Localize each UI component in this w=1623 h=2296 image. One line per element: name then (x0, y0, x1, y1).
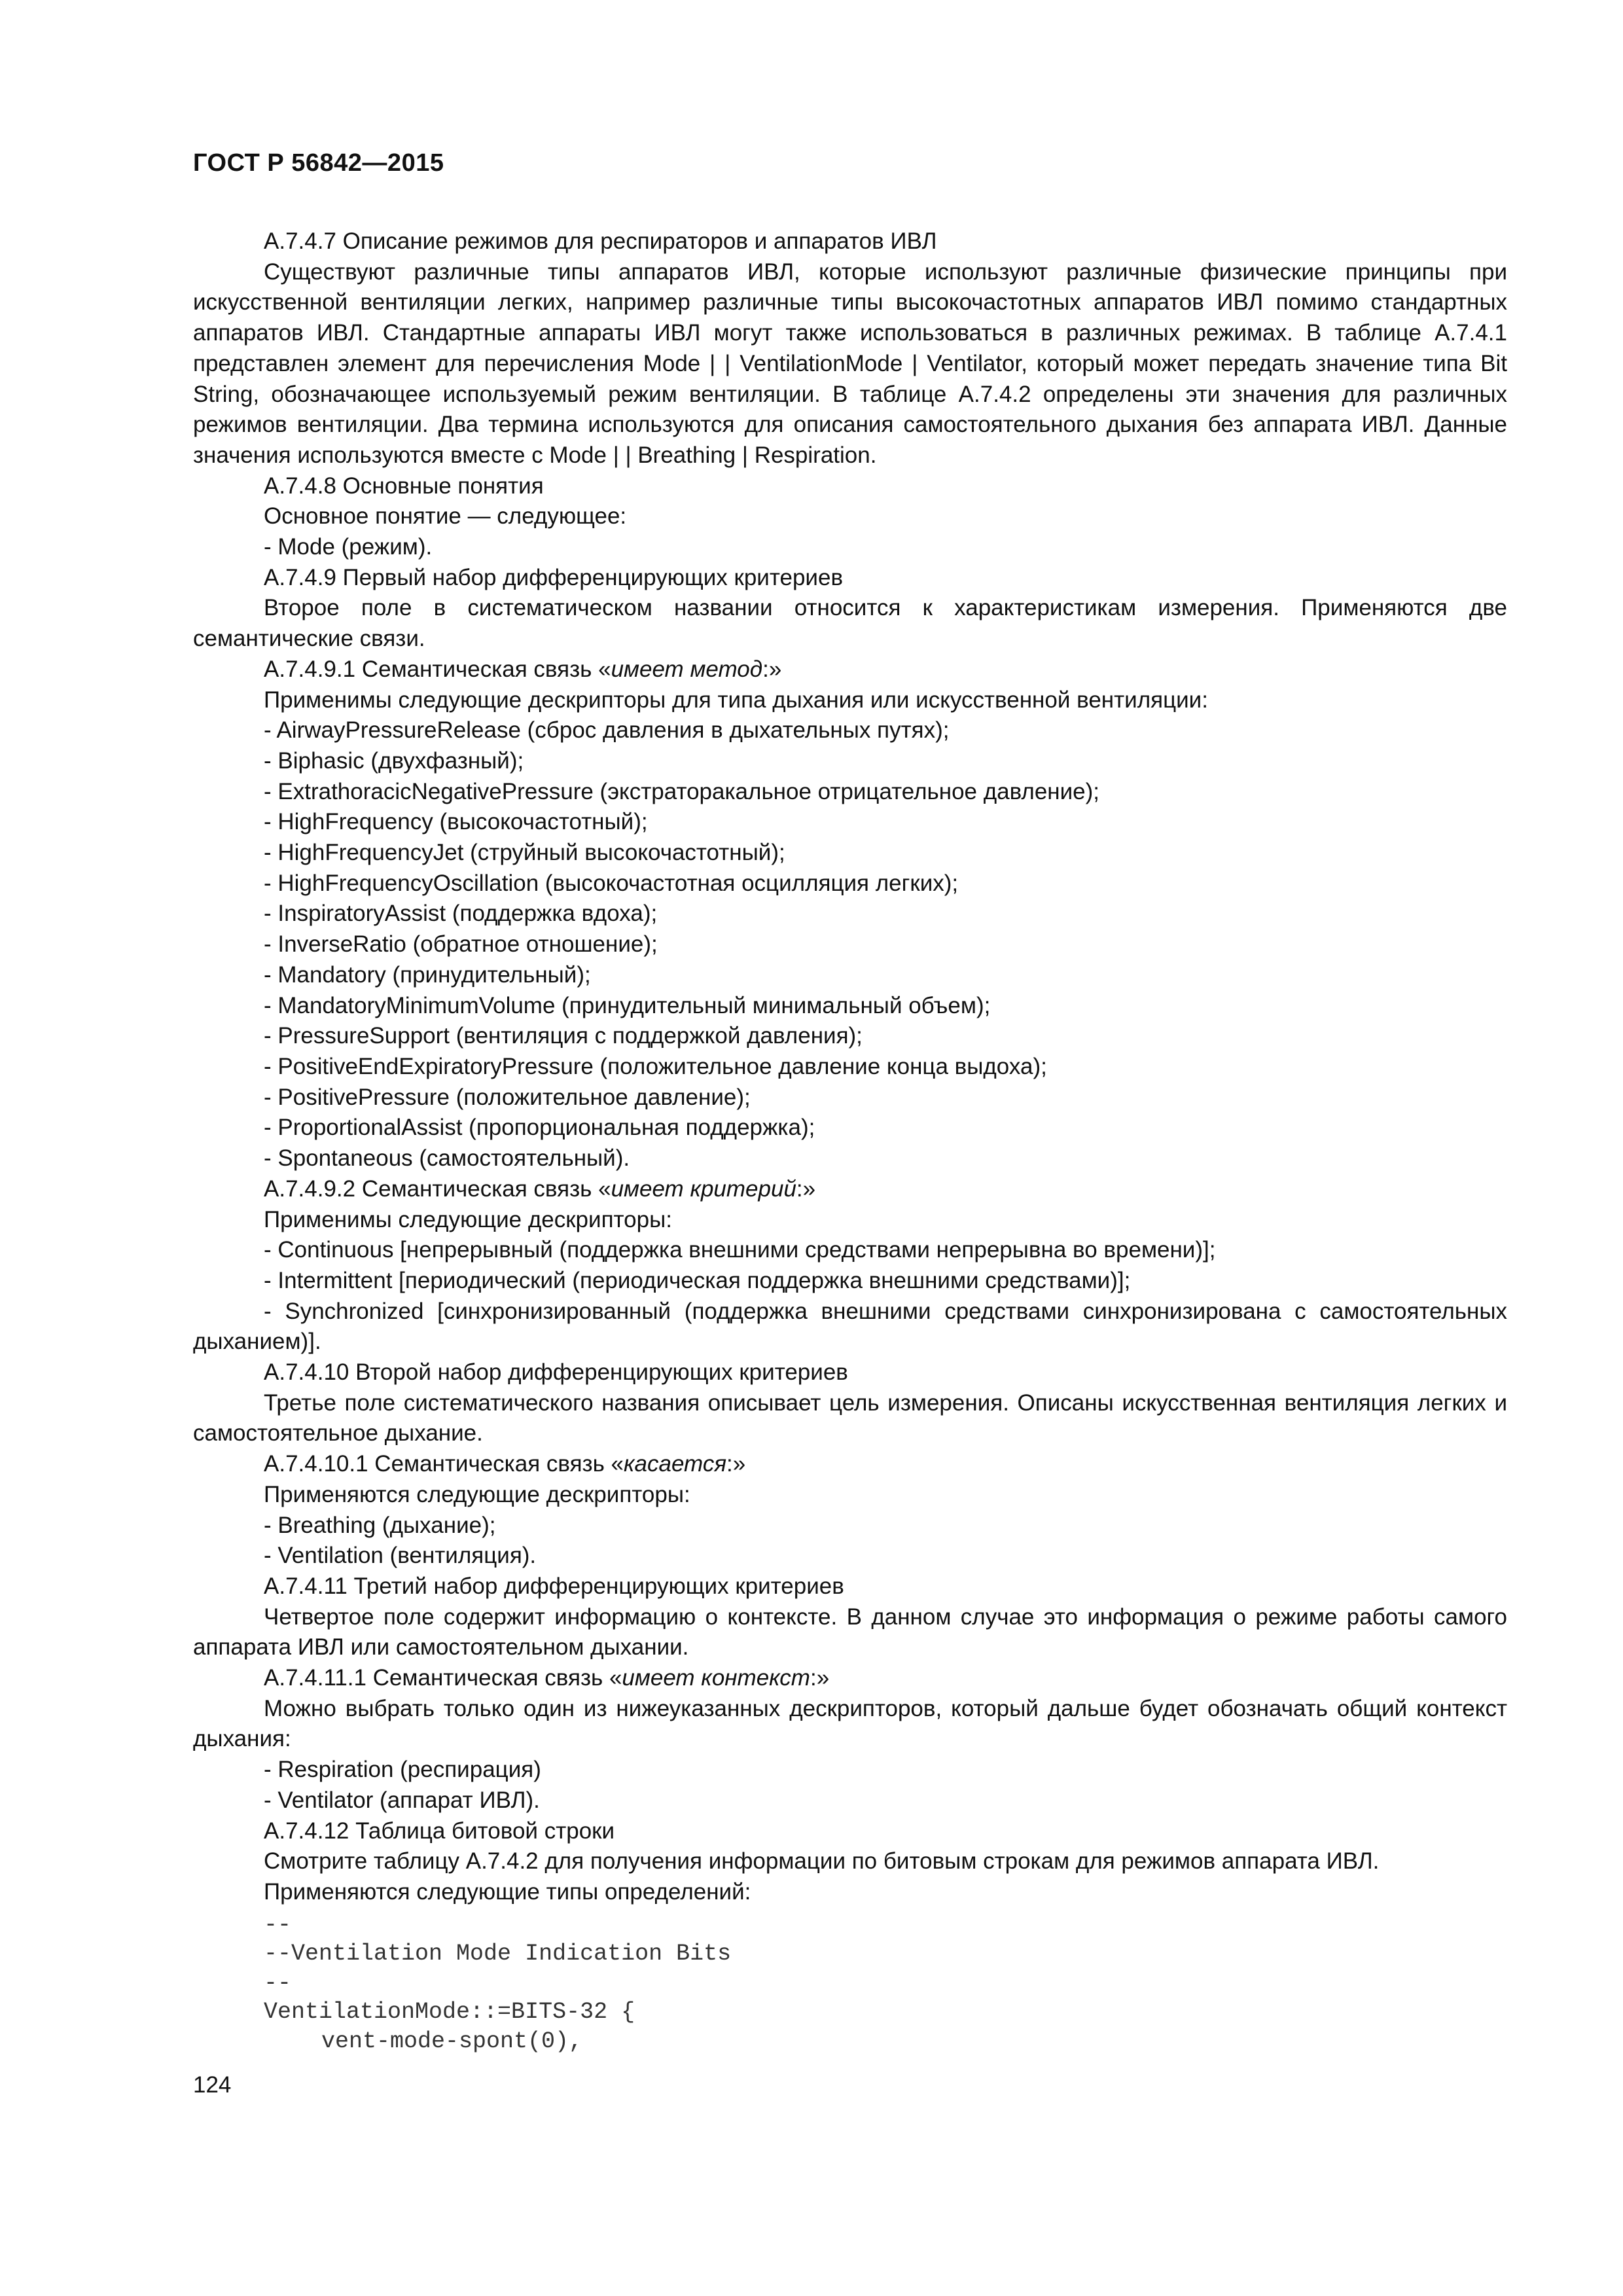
list-item: - ProportionalAssist (пропорциональная поддержка); (264, 1115, 815, 1141)
list-item: - Respiration (респирация) (264, 1757, 541, 1783)
paragraph: Четвертое поле содержит информацию о контексте. В данном случае это информация о режиме работы самого аппарата ИВЛ или самостоятельном дыхании. (193, 1604, 1507, 1660)
list-item: - Synchronized [синхронизированный (поддержка внешними средствами синхронизирована с самостоятельных дыханием)]. (193, 1298, 1507, 1355)
section-heading (193, 1449, 1507, 1480)
paragraph: Второе поле в систематическом названии относится к характеристикам измерения. Применяются две семантические связи. (193, 595, 1507, 652)
list-item: - HighFrequencyOscillation (высокочастотная осцилляция легких); (264, 870, 959, 896)
heading-emphasis: имеет контекст (622, 1665, 810, 1691)
list-item: - HighFrequency (высокочастотный); (264, 809, 648, 835)
paragraph: Основное понятие — следующее: (264, 503, 627, 529)
list-item: - PositivePressure (положительное давление); (264, 1084, 751, 1110)
list-item: - PressureSupport (вентиляция с поддержкой давления); (264, 1023, 863, 1049)
list-item: - InverseRatio (обратное отношение); (264, 931, 658, 958)
heading-suffix: :» (810, 1665, 830, 1691)
section-heading (193, 655, 1507, 685)
list-item: - AirwayPressureRelease (сброс давления в дыхательных путях); (264, 717, 950, 744)
heading-prefix: А.7.4.9.2 Семантическая связь « (264, 1175, 611, 1202)
list-item: - InspiratoryAssist (поддержка вдоха); (264, 901, 658, 927)
list-item: - Biphasic (двухфазный); (264, 747, 524, 774)
section-heading: А.7.4.12 Таблица битовой строки (264, 1818, 615, 1844)
list-item: - ExtrathoracicNegativePressure (экстраторакальное отрицательное давление); (264, 778, 1100, 804)
list-item: - Ventilation (вентиляция). (264, 1543, 537, 1569)
heading-emphasis: имеет метод (611, 656, 763, 682)
section-heading (193, 1174, 1507, 1205)
section-heading: А.7.4.10 Второй набор дифференцирующих критериев (264, 1359, 848, 1386)
list-item: - Mode (режим). (264, 534, 433, 560)
paragraph: Применимы следующие дескрипторы для типа дыхания или искусственной вентиляции: (264, 687, 1208, 713)
paragraph: Применяются следующие дескрипторы: (264, 1481, 690, 1507)
list-item: - MandatoryMinimumVolume (принудительный минимальный объем); (264, 992, 991, 1018)
list-item: - Breathing (дыхание); (264, 1512, 496, 1538)
heading-emphasis: касается (624, 1451, 727, 1477)
paragraph: Применимы следующие дескрипторы: (264, 1206, 672, 1232)
section-heading (193, 1663, 1507, 1694)
code-line: vent-mode-spont(0), (321, 2028, 583, 2054)
list-item: - Mandatory (принудительный); (264, 961, 591, 988)
paragraph: Третье поле систематического названия описывает цель измерения. Описаны искусственная вентиляция легких и самостоятельное дыхание. (193, 1390, 1507, 1446)
code-line: -- (264, 1911, 292, 1938)
paragraph: Смотрите таблицу А.7.4.2 для получения информации по битовым строкам для режимов аппарата ИВЛ. (264, 1848, 1380, 1874)
heading-suffix: :» (726, 1451, 746, 1477)
paragraph: Можно выбрать только один из нижеуказанных дескрипторов, который дальше будет обозначать общий контекст дыхания: (193, 1695, 1507, 1752)
heading-prefix: А.7.4.9.1 Семантическая связь « (264, 656, 611, 682)
section-heading: А.7.4.11 Третий набор дифференцирующих критериев (264, 1573, 844, 1599)
code-line: --Ventilation Mode Indication Bits (264, 1941, 732, 1967)
list-item: - Continuous [непрерывный (поддержка внешними средствами непрерывна во времени)]; (264, 1237, 1216, 1263)
section-heading: А.7.4.9 Первый набор дифференцирующих критериев (264, 564, 844, 590)
code-line: VentilationMode::=BITS-32 { (264, 1999, 635, 2026)
document-body (193, 226, 1507, 2056)
page-number: 124 (193, 2072, 232, 2098)
heading-suffix: :» (796, 1175, 816, 1202)
code-line: -- (264, 1969, 292, 1996)
list-item: - Intermittent [периодический (периодическая поддержка внешними средствами)]; (264, 1267, 1131, 1293)
list-item: - PositiveEndExpiratoryPressure (положительное давление конца выдоха); (264, 1053, 1047, 1079)
list-item: - Ventilator (аппарат ИВЛ). (264, 1787, 540, 1813)
section-heading: А.7.4.7 Описание режимов для респираторов и аппаратов ИВЛ (264, 228, 937, 254)
list-item: - HighFrequencyJet (струйный высокочастотный); (264, 840, 785, 866)
paragraph: Применяются следующие типы определений: (264, 1878, 751, 1905)
paragraph: Существуют различные типы аппаратов ИВЛ, которые используют различные физические принципы при искусственной вентиляции легких, например различные типы высокочастотных аппаратов ИВЛ помимо стандартных аппаратов ИВЛ. Стандартные аппараты ИВЛ могут также использоваться в различных режимах. В таблице А.7.4.1 представлен элемент для перечисления Mode | | VentilationMode | Ventilator, который может передать значение типа Bit String, обозначающее используемый режим вентиляции. В таблице А.7.4.2 определены эти значения для различных режимов вентиляции. Два термина используются для описания самостоятельного дыхания без аппарата ИВЛ. Данные значения используются вместе с Mode | | Breathing | Respiration. (193, 259, 1507, 468)
heading-emphasis: имеет критерий (611, 1175, 796, 1202)
heading-prefix: А.7.4.10.1 Семантическая связь « (264, 1451, 624, 1477)
list-item: - Spontaneous (самостоятельный). (264, 1145, 630, 1172)
heading-suffix: :» (762, 656, 782, 682)
heading-prefix: А.7.4.11.1 Семантическая связь « (264, 1665, 622, 1691)
code-block (193, 1910, 1507, 2056)
section-heading: А.7.4.8 Основные понятия (264, 473, 544, 499)
page-header: ГОСТ Р 56842—2015 (193, 149, 444, 177)
